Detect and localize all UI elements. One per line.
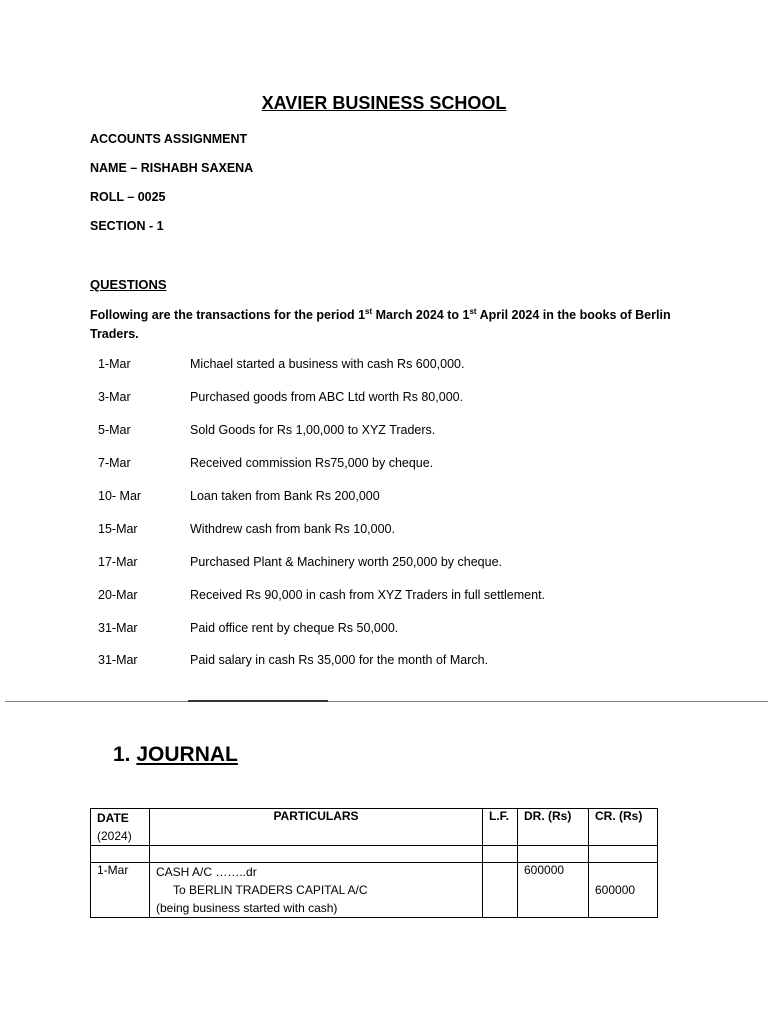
transaction-text: Sold Goods for Rs 1,00,000 to XYZ Traders. bbox=[190, 423, 436, 437]
entry-cr-amount: 600000 bbox=[595, 883, 636, 897]
spacer-cell bbox=[150, 846, 483, 863]
intro-text-2: March 2024 to 1 bbox=[372, 308, 470, 322]
lf-header: L.F. bbox=[483, 809, 518, 846]
transaction-text: Paid office rent by cheque Rs 50,000. bbox=[190, 621, 399, 635]
transaction-date: 15-Mar bbox=[98, 522, 138, 536]
debit-account: CASH A/C ……..dr bbox=[156, 865, 257, 879]
transaction-text: Received commission Rs75,000 by cheque. bbox=[190, 456, 434, 470]
transaction-date: 20-Mar bbox=[98, 588, 138, 602]
journal-heading bbox=[113, 743, 238, 767]
spacer-cell bbox=[91, 846, 150, 863]
transaction-date: 5-Mar bbox=[98, 423, 131, 437]
journal-title: JOURNAL bbox=[136, 743, 238, 766]
questions-intro bbox=[90, 306, 680, 344]
roll-number: ROLL – 0025 bbox=[90, 190, 166, 204]
transaction-date: 17-Mar bbox=[98, 555, 138, 569]
transaction-date: 7-Mar bbox=[98, 456, 131, 470]
intro-sup-1: st bbox=[365, 306, 373, 316]
transaction-date: 1-Mar bbox=[98, 357, 131, 371]
entry-narration: (being business started with cash) bbox=[156, 901, 338, 915]
transaction-text: Purchased Plant & Machinery worth 250,000 by cheque. bbox=[190, 555, 502, 569]
transaction-date: 10- Mar bbox=[98, 489, 142, 503]
section-label: SECTION - 1 bbox=[90, 219, 164, 233]
spacer-cell bbox=[518, 846, 589, 863]
entry-date: 1-Mar bbox=[91, 863, 150, 918]
spacer-cell bbox=[483, 846, 518, 863]
date-header-line1: DATE bbox=[97, 811, 129, 825]
questions-heading: QUESTIONS bbox=[90, 277, 167, 292]
transaction-text: Received Rs 90,000 in cash from XYZ Traders in full settlement. bbox=[190, 588, 546, 602]
transaction-date: 3-Mar bbox=[98, 390, 131, 404]
transaction-text: Paid salary in cash Rs 35,000 for the month of March. bbox=[190, 653, 489, 667]
intro-sup-2: st bbox=[469, 306, 477, 316]
dr-header: DR. (Rs) bbox=[518, 809, 589, 846]
date-header-line2: (2024) bbox=[97, 829, 132, 843]
entry-particulars bbox=[150, 863, 483, 918]
transaction-text: Michael started a business with cash Rs 600,000. bbox=[190, 357, 465, 371]
credit-account: To BERLIN TRADERS CAPITAL A/C bbox=[173, 883, 368, 897]
journal-entry-row bbox=[91, 863, 658, 918]
entry-lf bbox=[483, 863, 518, 918]
transaction-text: Withdrew cash from bank Rs 10,000. bbox=[190, 522, 395, 536]
transaction-date: 31-Mar bbox=[98, 621, 138, 635]
journal-table bbox=[90, 808, 658, 918]
intro-text-3: April 2024 in the books of Berlin Traders. bbox=[90, 308, 671, 341]
journal-header-row bbox=[91, 809, 658, 846]
date-header bbox=[91, 809, 150, 846]
cr-header: CR. (Rs) bbox=[589, 809, 658, 846]
transaction-date: 31-Mar bbox=[98, 653, 138, 667]
entry-cr bbox=[589, 863, 658, 918]
journal-spacer-row bbox=[91, 846, 658, 863]
page-title: XAVIER BUSINESS SCHOOL bbox=[261, 93, 507, 113]
entry-dr: 600000 bbox=[518, 863, 589, 918]
page-divider-accent bbox=[188, 700, 328, 702]
particulars-header: PARTICULARS bbox=[150, 809, 483, 846]
transaction-text: Loan taken from Bank Rs 200,000 bbox=[190, 489, 380, 503]
assignment-label: ACCOUNTS ASSIGNMENT bbox=[90, 132, 248, 146]
journal-number: 1. bbox=[113, 743, 137, 766]
intro-text-1: Following are the transactions for the period 1 bbox=[90, 308, 366, 322]
spacer-cell bbox=[589, 846, 658, 863]
transaction-text: Purchased goods from ABC Ltd worth Rs 80,000. bbox=[190, 390, 464, 404]
page-divider bbox=[5, 701, 768, 702]
student-name: NAME – RISHABH SAXENA bbox=[90, 161, 254, 175]
